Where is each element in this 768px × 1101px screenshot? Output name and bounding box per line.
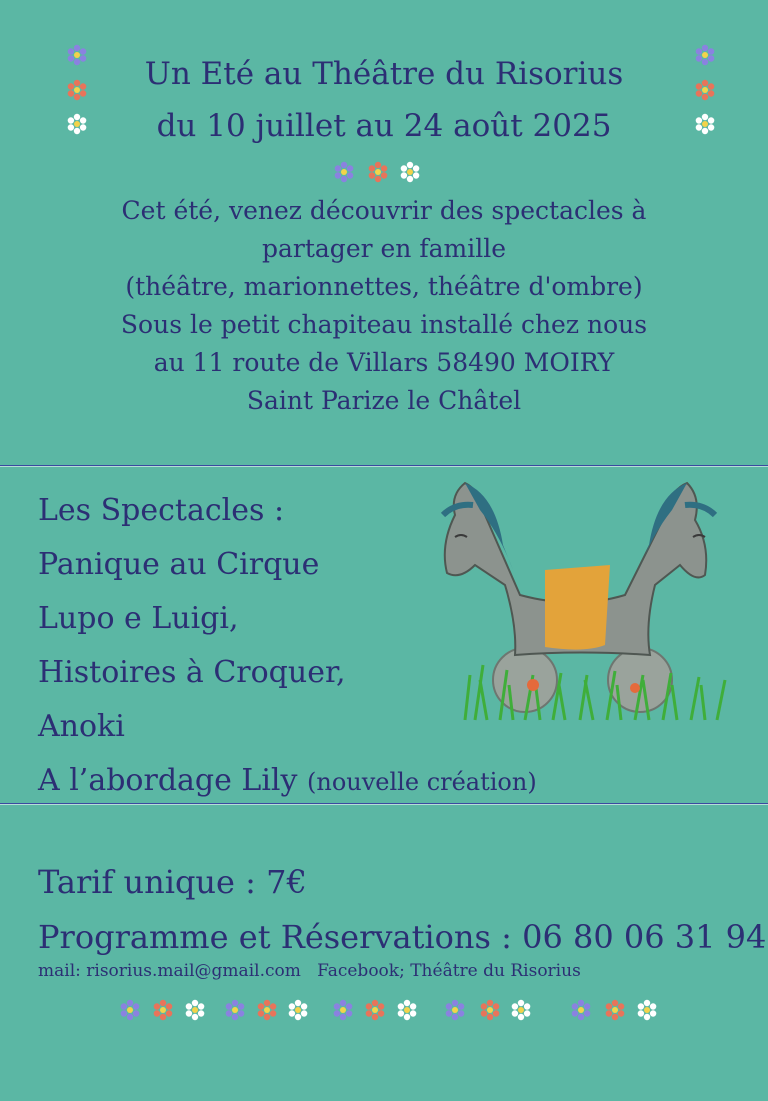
bottom-flower-row (115, 997, 665, 1023)
new-creation-note: (nouvelle création) (307, 768, 537, 796)
show-item: Panique au Cirque (38, 547, 320, 582)
intro-text (80, 192, 688, 420)
show-item: Lupo e Luigi, (38, 601, 239, 636)
divider (0, 803, 768, 804)
flower-row-icon (115, 997, 665, 1023)
flower-row-icon (330, 159, 426, 185)
shows-heading: Les Spectacles : (38, 493, 285, 528)
intro-line: Cet été, venez découvrir des spectacles à (121, 196, 647, 225)
show-item-title: A l’abordage Lily (38, 763, 298, 798)
rocking-horse-illustration (425, 475, 735, 729)
contact-line (38, 958, 581, 984)
page-dates: du 10 juillet au 24 août 2025 (156, 108, 612, 144)
email-text: mail: risorius.mail@gmail.com (38, 961, 301, 981)
intro-line: Sous le petit chapiteau installé chez nous (120, 310, 648, 339)
intro-line: (théâtre, marionnettes, théâtre d'ombre) (125, 272, 643, 301)
tarif-text: Tarif unique : 7€ (38, 863, 307, 901)
show-item: Histoires à Croquer, (38, 655, 346, 690)
horse-icon (425, 475, 735, 725)
intro-line: Saint Parize le Châtel (246, 386, 522, 415)
page-title: Un Eté au Théâtre du Risorius (144, 56, 624, 92)
show-item: Anoki (38, 709, 125, 744)
divider (0, 465, 768, 466)
reservations-text: Programme et Réservations : 06 80 06 31 94 (38, 918, 767, 956)
show-item (38, 754, 537, 809)
intro-line: partager en famille (262, 234, 506, 263)
title-flower-row (330, 159, 426, 185)
facebook-text: Facebook; Théâtre du Risorius (317, 961, 581, 981)
intro-line: au 11 route de Villars 58490 MOIRY (153, 348, 615, 377)
